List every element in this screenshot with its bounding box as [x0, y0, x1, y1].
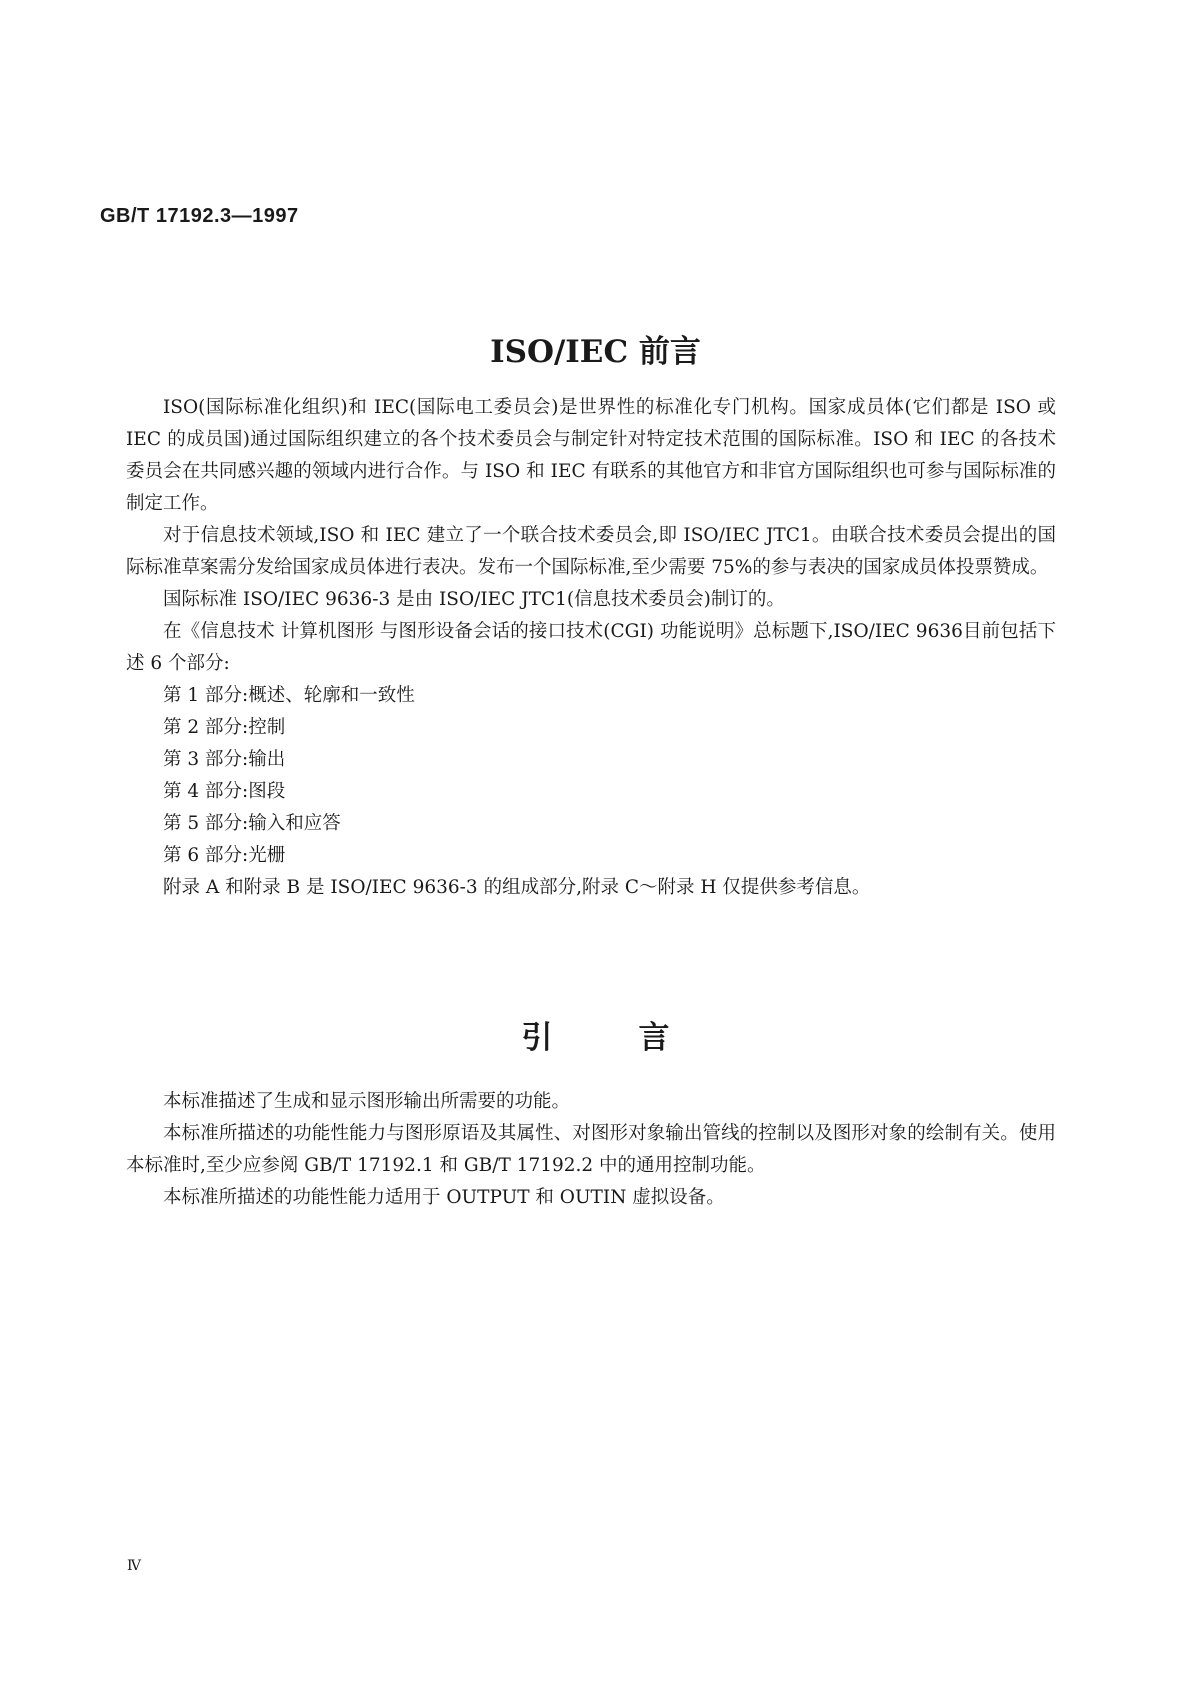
foreword-paragraph: 对于信息技术领域,ISO 和 IEC 建立了一个联合技术委员会,即 ISO/IEC JTC1。由联合技术委员会提出的国际标准草案需分发给国家成员体进行表决。发布一个国际标准,至少需要 75%的参与表决的国家成员体投票赞成。 — [126, 525, 1056, 578]
foreword-paragraph: 在《信息技术 计算机图形 与图形设备会话的接口技术(CGI) 功能说明》总标题下,ISO/IEC 9636目前包括下述 6 个部分: — [126, 621, 1056, 674]
foreword-paragraph: 国际标准 ISO/IEC 9636-3 是由 ISO/IEC JTC1(信息技术委员会)制订的。 — [163, 589, 785, 610]
part-list-item: 第 5 部分:输入和应答 — [163, 813, 341, 834]
part-list-item: 第 4 部分:图段 — [163, 781, 286, 802]
part-list-item: 第 3 部分:输出 — [163, 749, 286, 770]
foreword-title: ISO/IEC 前言 — [490, 334, 701, 370]
foreword-paragraph: ISO(国际标准化组织)和 IEC(国际电工委员会)是世界性的标准化专门机构。国家成员体(它们都是 ISO 或 IEC 的成员国)通过国际组织建立的各个技术委员会与制定针对特定技术范围的国际标准。ISO 和 IEC 的各技术委员会在共同感兴趣的领域内进行合作。与 ISO 和 IEC 有联系的其他官方和非官方国际组织也可参与国际标准的制定工作。 — [126, 397, 1056, 514]
page-number: Ⅳ — [127, 1558, 141, 1574]
introduction-body — [126, 1086, 1056, 1214]
part-list-item: 第 1 部分:概述、轮廓和一致性 — [163, 685, 415, 706]
introduction-paragraph: 本标准所描述的功能性能力与图形原语及其属性、对图形对象输出管线的控制以及图形对象的绘制有关。使用本标准时,至少应参阅 GB/T 17192.1 和 GB/T 17192.2 中的通用控制功能。 — [126, 1123, 1056, 1176]
document-code: GB/T 17192.3—1997 — [100, 205, 299, 227]
part-list-item: 第 2 部分:控制 — [163, 717, 286, 738]
foreword-body — [126, 392, 1056, 904]
part-list-item: 第 6 部分:光栅 — [163, 845, 286, 866]
introduction-paragraph: 本标准所描述的功能性能力适用于 OUTPUT 和 OUTIN 虚拟设备。 — [163, 1187, 725, 1208]
introduction-title: 引言 — [521, 1020, 756, 1056]
annex-note: 附录 A 和附录 B 是 ISO/IEC 9636-3 的组成部分,附录 C～附录 H 仅提供参考信息。 — [163, 877, 871, 898]
introduction-paragraph: 本标准描述了生成和显示图形输出所需要的功能。 — [163, 1091, 571, 1112]
